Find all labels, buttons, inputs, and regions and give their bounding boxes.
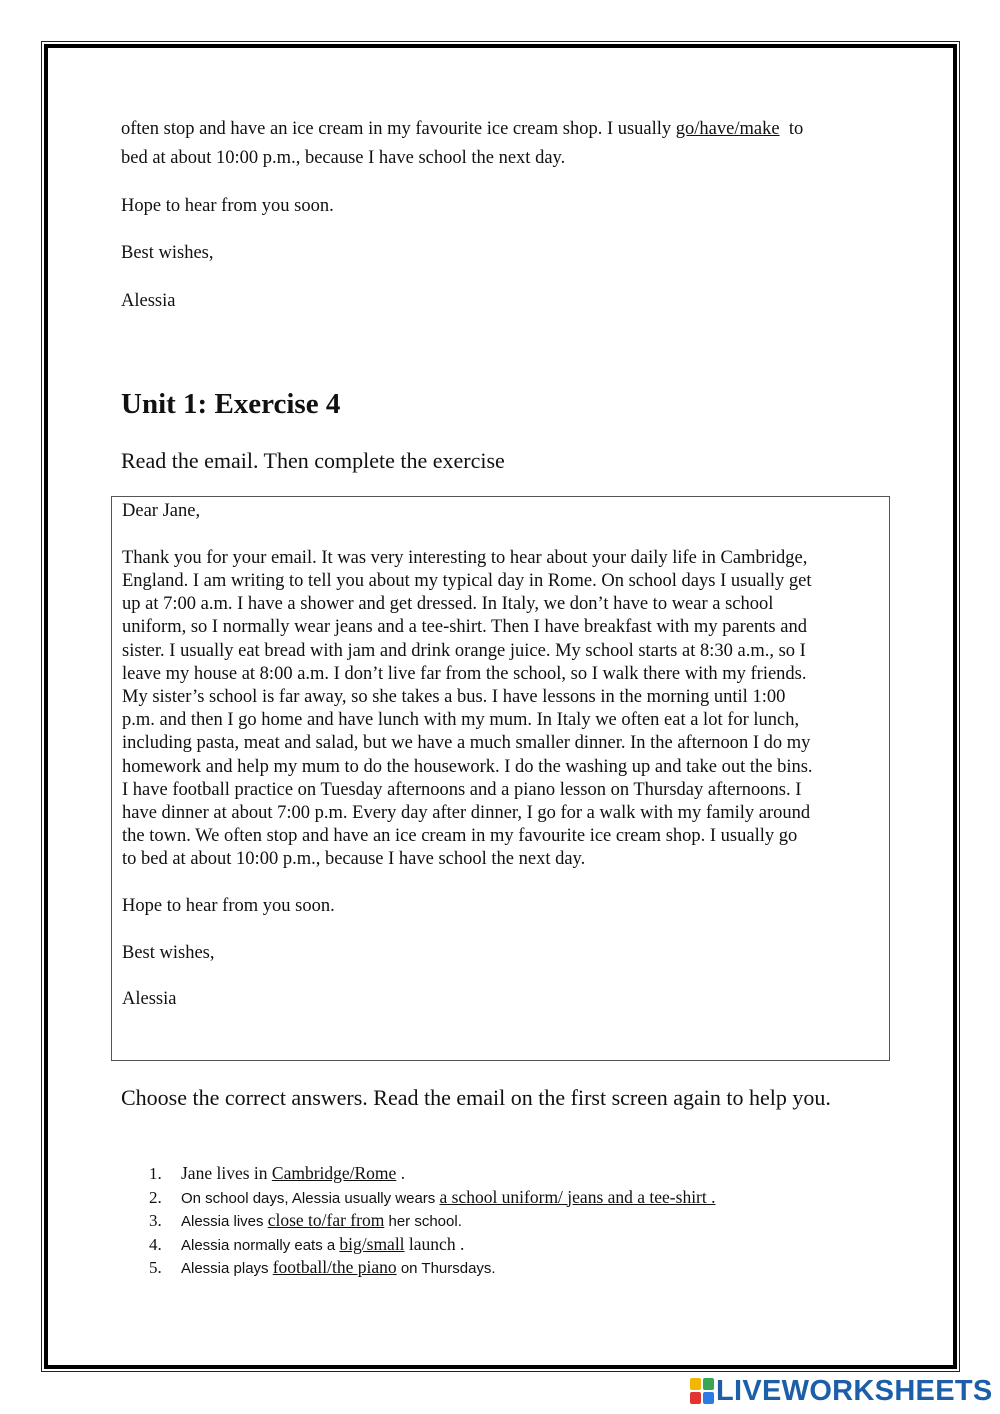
question-text: Alessia lives [181,1213,268,1231]
email-signature: Alessia [122,989,177,1010]
letter-signature: Alessia [121,290,176,311]
email-closing: Hope to hear from you soon. [122,896,335,917]
question-item [121,1233,881,1257]
logo-icon [690,1378,714,1404]
email-greeting: Dear Jane, [122,501,201,521]
letter-sign-off: Best wishes, [121,243,214,264]
question-item [121,1162,881,1186]
question-text: Jane lives in [181,1163,272,1183]
question-item [121,1209,881,1233]
email-line: leave my house at 8:00 a.m. I don’t live far from the school, so I walk there with my friends. [122,663,807,684]
question-number: 3. [149,1211,162,1231]
email-line: My sister’s school is far away, so she takes a bus. I have lessons in the morning until 1:00 [122,686,786,707]
question-text: . [396,1163,406,1183]
question-text: Alessia normally eats a [181,1236,340,1254]
question-text: on Thursdays. [396,1260,496,1278]
question-text: Alessia plays [181,1260,273,1278]
liveworksheets-logo [690,1374,993,1408]
email-line: p.m. and then I go home and have lunch with my mum. In Italy we often eat a lot for lunch, [122,710,800,731]
email-sign-off: Best wishes, [122,942,215,963]
question-list [121,1162,881,1280]
email-body [122,547,879,872]
answer-option-1[interactable]: Cambridge/Rome [271,1163,397,1183]
text-span: to [779,119,804,139]
letter-continuation [121,118,881,313]
letter-line [121,118,881,141]
question-item [121,1256,881,1280]
email-line: including pasta, meat and salad, but we have a much smaller dinner. In the afternoon I do my [122,733,811,754]
letter-line: bed at about 10:00 p.m., because I have school the next day. [121,148,566,169]
email-line: up at 7:00 a.m. I have a shower and get dressed. In Italy, we don’t have to wear a school [122,594,774,615]
email-box [111,496,890,1061]
question-number: 2. [149,1187,162,1207]
question-number: 5. [149,1258,162,1278]
answer-option-4[interactable]: big/small [339,1233,405,1254]
email-line: homework and help my mum to do the housework. I do the washing up and take out the bins. [122,756,813,777]
email-line: England. I am writing to tell you about my typical day in Rome. On school days I usually get [122,570,812,591]
email-line: Thank you for your email. It was very interesting to hear about your daily life in Cambridge, [122,547,808,568]
question-number: 1. [149,1164,162,1183]
answer-option-2[interactable]: a school uniform/ jeans and a tee-shirt . [439,1186,716,1207]
exercise-instruction: Read the email. Then complete the exercise [121,448,505,473]
answer-option-go-have-make[interactable]: go/have/make [675,119,780,139]
email-line: have dinner at about 7:00 p.m. Every day after dinner, I go for a walk with my family around [122,802,811,823]
question-text: On school days, Alessia usually wears [181,1189,440,1207]
email-line: I have football practice on Tuesday afternoons and a piano lesson on Thursday afternoons. I [122,779,802,800]
letter-closing: Hope to hear from you soon. [121,195,334,216]
answer-option-3[interactable]: close to/far from [267,1210,385,1231]
email-line: to bed at about 10:00 p.m., because I have school the next day. [122,849,586,870]
answer-option-5[interactable]: football/the piano [272,1257,397,1278]
text-span: often stop and have an ice cream in my favourite ice cream shop. I usually [121,119,676,139]
question-instruction: Choose the correct answers. Read the email on the first screen again to help you. [121,1085,831,1110]
question-number: 4. [149,1234,162,1254]
question-item [121,1186,881,1210]
unit-title: Unit 1: Exercise 4 [121,388,341,420]
email-line: sister. I usually eat bread with jam and drink orange juice. My school starts at 8:30 a.m., so I [122,640,806,661]
logo-text: LIVEWORKSHEETS [716,1374,993,1407]
question-text: her school. [384,1213,462,1231]
question-text: launch . [404,1233,465,1254]
email-line: uniform, so I normally wear jeans and a tee-shirt. Then I have breakfast with my parents and [122,617,807,638]
email-line: the town. We often stop and have an ice cream in my favourite ice cream shop. I usually go [122,826,798,847]
